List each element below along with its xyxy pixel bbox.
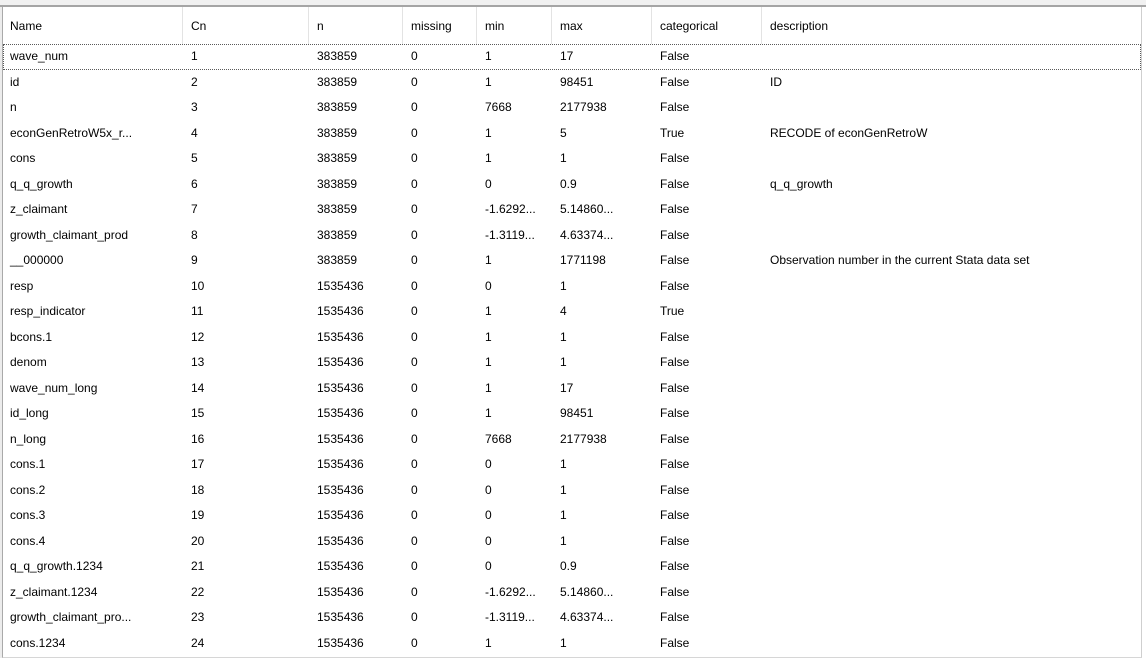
cell-categorical: False [660,74,690,89]
table-row[interactable] [3,223,1141,249]
cell-n: 1535436 [317,508,364,522]
cell-missing: 0 [411,380,418,395]
cell-max: 2177938 [560,431,607,446]
cell-missing: 0 [411,508,418,522]
cell-n: 1535436 [317,457,364,471]
table-body [3,44,1141,656]
cell-missing: 0 [411,151,418,165]
cell-cn: 21 [191,559,205,573]
cell-n: 1535436 [317,584,364,599]
cell-missing: 0 [411,49,418,63]
cell-max: 1 [560,329,567,344]
cell-max: 0.9 [560,176,577,191]
cell-categorical: False [660,227,690,242]
table-row[interactable] [3,70,1141,96]
cell-description [762,401,1141,427]
table-row[interactable] [3,452,1141,478]
cell-max: 4.63374... [560,227,614,242]
column-header-name[interactable]: Name [3,7,183,44]
cell-categorical: False [660,406,690,420]
cell-name: bcons.1 [10,329,53,344]
cell-min: 0 [485,457,492,471]
cell-min: 1 [485,406,492,420]
cell-cn: 4 [191,125,198,140]
cell-max: 1 [560,355,567,369]
cell-categorical: False [660,202,690,216]
cell-name: wave_num_long [10,380,98,395]
cell-n: 1535436 [317,431,364,446]
table-row[interactable] [3,146,1141,172]
cell-name: n [10,100,17,114]
cell-description [762,325,1141,351]
cell-n: 383859 [317,176,358,191]
cell-missing: 0 [411,635,418,650]
cell-missing: 0 [411,202,418,216]
cell-n: 1535436 [317,610,364,624]
cell-missing: 0 [411,431,418,446]
cell-n: 383859 [317,202,358,216]
cell-description [762,605,1141,631]
cell-description [762,452,1141,478]
cell-max: 1 [560,151,567,165]
cell-n: 1535436 [317,380,364,395]
cell-categorical: False [660,482,690,497]
cell-n: 1535436 [317,635,364,650]
cell-categorical: False [660,329,690,344]
cell-name: growth_claimant_pro... [10,610,132,624]
cell-cn: 2 [191,74,198,89]
table-row[interactable] [3,605,1141,631]
cell-cn: 11 [191,304,204,318]
cell-min: 1 [485,49,492,63]
cell-name: id_long [10,406,49,420]
table-row[interactable] [3,529,1141,555]
cell-name: z_claimant.1234 [10,584,98,599]
cell-categorical: False [660,457,690,471]
column-header-max[interactable]: max [552,7,652,44]
cell-min: 0 [485,559,492,573]
cell-categorical: False [660,278,690,293]
cell-max: 1 [560,635,567,650]
cell-n: 383859 [317,253,358,267]
cell-categorical: False [660,100,690,114]
cell-cn: 12 [191,329,205,344]
cell-cn: 22 [191,584,205,599]
cell-cn: 5 [191,151,198,165]
cell-description: Observation number in the current Stata data set [770,253,1030,267]
cell-min: 1 [485,304,492,318]
column-header-min[interactable]: min [477,7,552,44]
cell-n: 1535436 [317,406,364,420]
table-row[interactable] [3,44,1141,70]
cell-categorical: False [660,584,690,599]
cell-n: 1535436 [317,559,364,573]
table-row[interactable] [3,554,1141,580]
cell-min: 7668 [485,431,512,446]
cell-min: 1 [485,74,492,89]
cell-cn: 16 [191,431,205,446]
table-row[interactable] [3,478,1141,504]
table-row[interactable] [3,197,1141,223]
cell-max: 5.14860... [560,202,614,216]
table-row[interactable] [3,503,1141,529]
cell-cn: 7 [191,202,198,216]
cell-max: 1 [560,533,567,548]
table-row[interactable] [3,401,1141,427]
cell-missing: 0 [411,304,418,318]
cell-description [762,223,1141,249]
cell-description [762,95,1141,121]
cell-categorical: False [660,355,690,369]
variables-table [2,7,1142,658]
cell-description [762,554,1141,580]
cell-missing: 0 [411,176,418,191]
cell-n: 383859 [317,125,358,140]
cell-cn: 13 [191,355,205,369]
cell-description [762,478,1141,504]
cell-n: 1535436 [317,482,364,497]
column-header-description[interactable]: description [770,18,829,33]
cell-max: 1 [560,457,567,471]
cell-n: 1535436 [317,278,364,293]
cell-min: 0 [485,278,492,293]
cell-missing: 0 [411,74,418,89]
cell-cn: 20 [191,533,205,548]
cell-description [762,427,1141,453]
column-header-missing[interactable]: missing [403,7,477,44]
cell-name: q_q_growth [10,176,73,191]
cell-max: 17 [560,380,574,395]
cell-cn: 1 [191,49,198,63]
cell-n: 1535436 [317,355,364,369]
cell-description [762,503,1141,529]
cell-cn: 14 [191,380,205,395]
cell-min: 0 [485,508,492,522]
cell-categorical: True [660,304,685,318]
cell-min: 1 [485,355,492,369]
cell-description: q_q_growth [770,176,833,191]
cell-n: 1535436 [317,533,364,548]
cell-name: n_long [10,431,47,446]
cell-cn: 6 [191,176,198,191]
cell-max: 98451 [560,406,594,420]
cell-missing: 0 [411,355,418,369]
cell-n: 383859 [317,74,358,89]
cell-max: 5.14860... [560,584,614,599]
cell-min: -1.6292... [485,202,536,216]
column-header-n[interactable]: n [309,7,403,44]
table-row[interactable] [3,95,1141,121]
cell-missing: 0 [411,406,418,420]
cell-max: 1771198 [560,253,606,267]
cell-n: 1535436 [317,329,364,344]
cell-max: 1 [560,278,567,293]
table-row[interactable] [3,325,1141,351]
cell-min: 1 [485,151,492,165]
cell-min: 1 [485,329,492,344]
cell-min: -1.3119... [485,227,535,242]
cell-categorical: False [660,508,690,522]
table-row[interactable] [3,274,1141,300]
table-row[interactable] [3,376,1141,402]
cell-max: 1 [560,482,567,497]
cell-max: 98451 [560,74,594,89]
cell-missing: 0 [411,559,418,573]
cell-cn: 17 [191,457,205,471]
cell-max: 4.63374... [560,610,614,624]
cell-n: 1535436 [317,304,364,318]
cell-name: wave_num [10,49,69,63]
cell-n: 383859 [317,100,358,114]
cell-n: 383859 [317,151,358,165]
cell-name: cons.2 [10,482,46,497]
table-row[interactable] [3,172,1141,198]
cell-description [762,631,1141,657]
cell-missing: 0 [411,278,418,293]
cell-cn: 10 [191,278,205,293]
cell-missing: 0 [411,533,418,548]
table-row[interactable] [3,121,1141,147]
cell-categorical: True [660,125,685,140]
cell-cn: 19 [191,508,205,522]
cell-name: q_q_growth.1234 [10,559,103,573]
cell-name: cons.1234 [10,635,66,650]
cell-max: 5 [560,125,567,140]
cell-name: econGenRetroW5x_r... [10,125,133,140]
cell-description [762,146,1141,172]
table-row[interactable] [3,631,1141,657]
cell-description [762,44,1141,70]
cell-min: 0 [485,482,492,497]
cell-name: z_claimant [10,202,68,216]
table-row[interactable] [3,580,1141,606]
cell-min: 1 [485,380,492,395]
cell-missing: 0 [411,125,418,140]
cell-name: cons.1 [10,457,46,471]
cell-name: cons.4 [10,533,46,548]
cell-cn: 15 [191,406,205,420]
table-header [3,7,1141,44]
cell-min: -1.6292... [485,584,536,599]
cell-cn: 8 [191,227,198,242]
cell-categorical: False [660,176,690,191]
cell-min: -1.3119... [485,610,535,624]
cell-missing: 0 [411,329,418,344]
cell-categorical: False [660,380,690,395]
cell-name: resp_indicator [10,304,86,318]
cell-missing: 0 [411,227,418,242]
cell-max: 2177938 [560,100,607,114]
cell-min: 0 [485,533,492,548]
cell-name: id [10,74,20,89]
column-header-cn[interactable]: Cn [183,7,309,44]
cell-name: cons.3 [10,508,46,522]
cell-categorical: False [660,559,690,573]
cell-description [762,350,1141,376]
cell-n: 383859 [317,49,358,63]
cell-n: 383859 [317,227,358,242]
cell-cn: 9 [191,253,198,267]
cell-description [762,274,1141,300]
table-row[interactable] [3,350,1141,376]
cell-description [762,529,1141,555]
cell-cn: 18 [191,482,205,497]
cell-missing: 0 [411,457,418,471]
cell-categorical: False [660,610,690,624]
cell-min: 7668 [485,100,512,114]
cell-min: 1 [485,125,492,140]
cell-missing: 0 [411,253,418,267]
cell-max: 4 [560,304,567,318]
cell-name: resp [10,278,34,293]
cell-cn: 24 [191,635,205,650]
cell-max: 0.9 [560,559,577,573]
cell-missing: 0 [411,100,418,114]
window-top-edge [0,0,1146,7]
column-header-categorical[interactable]: categorical [652,7,762,44]
cell-categorical: False [660,253,690,267]
cell-description: ID [770,74,782,89]
table-row[interactable] [3,427,1141,453]
cell-cn: 3 [191,100,198,114]
cell-name: growth_claimant_prod [10,227,129,242]
cell-max: 17 [560,49,574,63]
cell-cn: 23 [191,610,205,624]
cell-categorical: False [660,635,690,650]
cell-max: 1 [560,508,567,522]
table-row[interactable] [3,299,1141,325]
table-row[interactable] [3,248,1141,274]
cell-categorical: False [660,151,690,165]
cell-description [762,197,1141,223]
cell-name: __000000 [10,253,64,267]
cell-min: 1 [485,253,492,267]
cell-categorical: False [660,49,690,63]
cell-categorical: False [660,431,690,446]
cell-missing: 0 [411,610,418,624]
cell-min: 0 [485,176,492,191]
cell-description [762,299,1141,325]
cell-categorical: False [660,533,690,548]
cell-description: RECODE of econGenRetroW [770,125,928,140]
cell-min: 1 [485,635,492,650]
cell-name: denom [10,355,47,369]
cell-description [762,376,1141,402]
cell-missing: 0 [411,482,418,497]
cell-name: cons [10,151,36,165]
cell-description [762,580,1141,606]
cell-missing: 0 [411,584,418,599]
